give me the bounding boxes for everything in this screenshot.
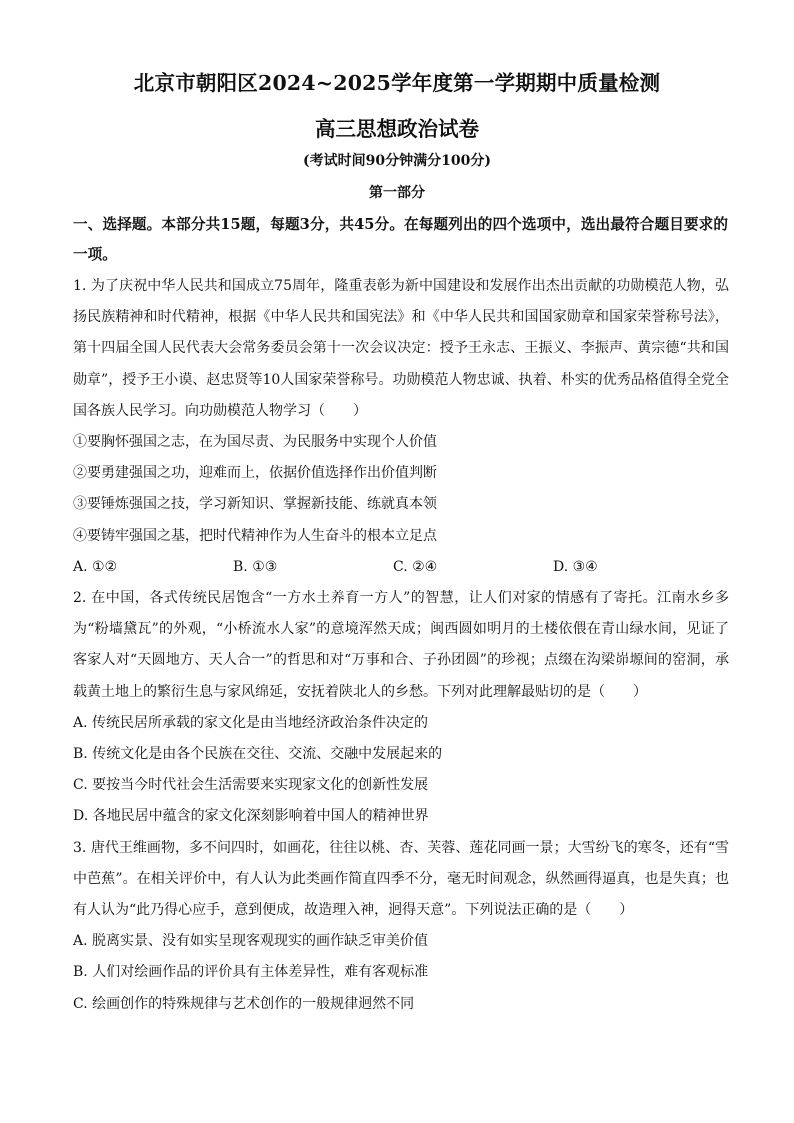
exam-title: 北京市朝阳区2024~2025学年度第一学期期中质量检测 (133, 71, 661, 95)
question-2-option-b[interactable]: B. 传统文化是由各个民族在交往、交流、交融中发展起来的 (73, 746, 443, 763)
question-3-option-b[interactable]: B. 人们对绘画作品的评价具有主体差异性，难有客观标准 (73, 964, 429, 981)
question-1-item-3: ③要锤炼强国之技，学习新知识、掌握新技能、练就真本领 (73, 496, 437, 513)
question-1-item-1: ①要胸怀强国之志，在为国尽责、为民服务中实现个人价值 (73, 434, 437, 451)
question-1-choice-d[interactable]: D. ③④ (553, 558, 598, 575)
question-2-option-c[interactable]: C. 要按当今时代社会生活需要来实现家文化的创新性发展 (73, 777, 429, 794)
question-2-option-a[interactable]: A. 传统民居所承载的家文化是由当地经济政治条件决定的 (73, 714, 429, 731)
question-2-stem: 2. 在中国，各式传统民居饱含“一方水土养育一方人”的智慧，让人们对家的情感有了寄托。江南水乡多为“粉墙黛瓦”的外观，“小桥流水人家”的意境浑然天成；闽西圆如明月的土楼依偎在青山绿水间，见证了客家人对“天圆地方、天人合一”的哲思和对“万事和合、子孙团圆”的珍视；点缀在沟梁峁塬间的窑洞，承载黄土地上的繁衍生息与家风绵延，安抚着陕北人的乡愁。下列对此理解最贴切的是（ ） (73, 590, 729, 700)
question-1-choice-a[interactable]: A. ①② (73, 558, 118, 575)
section-instructions: 一、选择题。本部分共15题，每题3分，共45分。在每题列出的四个选项中，选出最符合题目要求的一项。 (73, 216, 728, 263)
question-3-stem: 3. 唐代王维画物，多不问四时，如画花，往往以桃、杏、芙蓉、莲花同画一景；大雪纷飞的寒冬，还有“雪中芭蕉”。在相关评价中，有人认为此类画作简直四季不分，毫无时间观念，纵然画得逼真，也是失真；也有人认为“此乃得心应手，意到便成，故造理入神，迥得天意”。下列说法正确的是（ ） (73, 839, 729, 919)
question-1-item-4: ④要铸牢强国之基，把时代精神作为人生奋斗的根本立足点 (73, 527, 437, 544)
question-1-choice-c[interactable]: C. ②④ (393, 558, 438, 575)
question-1-choices (73, 552, 729, 583)
question-1-item-2: ②要勇建强国之功，迎难而上，依据价值选择作出价值判断 (73, 465, 437, 482)
question-3-option-a[interactable]: A. 脱离实景、没有如实呈现客观现实的画作缺乏审美价值 (73, 933, 429, 950)
exam-info: (考试时间90分钟满分100分) (303, 153, 491, 169)
exam-subtitle: 高三思想政治试卷 (315, 117, 479, 141)
question-1-choice-b[interactable]: B. ①③ (233, 558, 278, 575)
questions-body (73, 271, 729, 1020)
question-3-option-c[interactable]: C. 绘画创作的特殊规律与艺术创作的一般规律迥然不同 (73, 995, 415, 1012)
part-label: 第一部分 (369, 185, 425, 201)
question-2-option-d[interactable]: D. 各地民居中蕴含的家文化深刻影响着中国人的精神世界 (73, 808, 429, 825)
question-1-stem: 1. 为了庆祝中华人民共和国成立75周年，隆重表彰为新中国建设和发展作出杰出贡献的功勋模范人物，弘扬民族精神和时代精神，根据《中华人民共和国宪法》和《中华人民共和国国家勋章和国家荣誉称号法》，第十四届全国人民代表大会常务委员会第十一次会议决定：授予王永志、王振义、李振声、黄宗德“共和国勋章”，授予王小谟、赵忠贤等10人国家荣誉称号。功勋模范人物忠诚、执着、朴实的优秀品格值得全党全国各族人民学习。向功勋模范人物学习（ ） (73, 278, 729, 419)
